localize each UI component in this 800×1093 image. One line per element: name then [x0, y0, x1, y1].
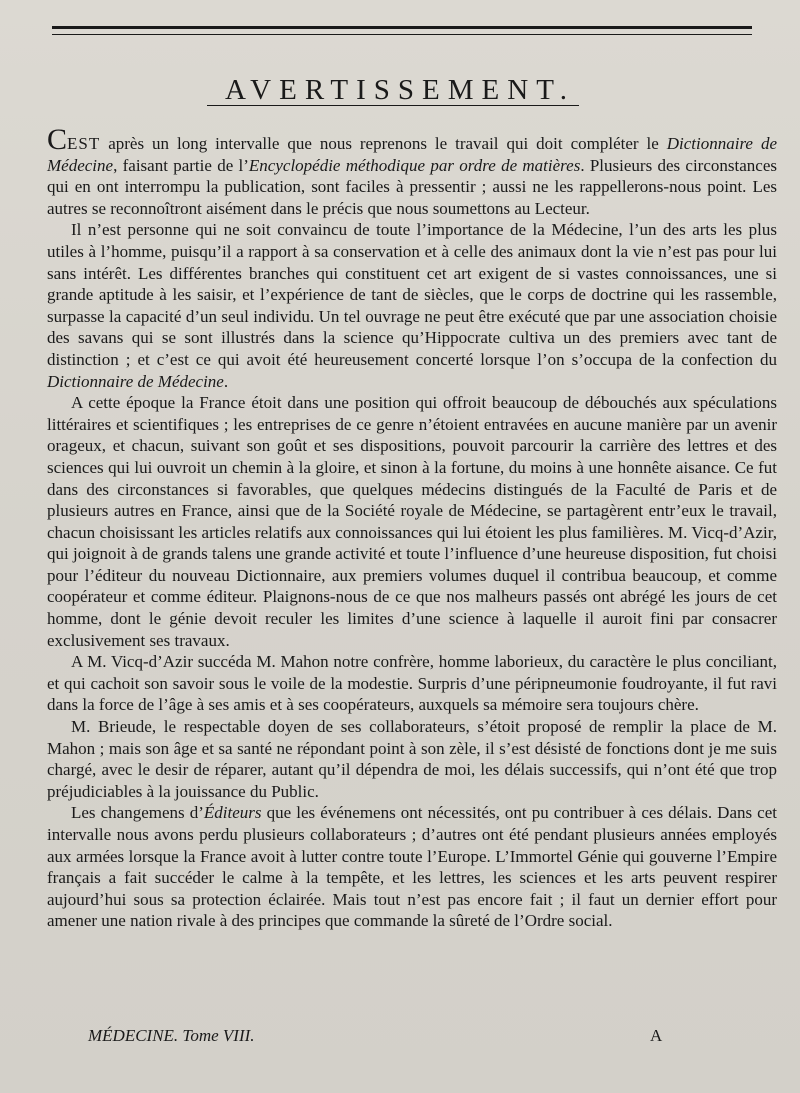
- text-segment: que les événemens ont nécessités, ont pu contribuer à ces délais. Dans cet intervalle nous avons perdu plusieurs collaborateurs ; d’autres ont été pendant plusieurs années employés aux armées lorsque la France avoit à lutter contre toute l’Europe. L’Immortel Génie qui gouverne l’Empire français a fait succéder le calme à la tempête, et les lettres, les sciences et les arts peuvent respirer aujourd’hui sous sa protection éclairée. Mais tout n’est pas encore fait ; il faut un dernier effort pour amener une nation rivale à des principes que commande la sûreté de l’Ordre social.: [47, 803, 778, 931]
- running-footer: MÉDECINE. Tome VIII.: [88, 1026, 255, 1045]
- text-segment: M. Brieude, le respectable doyen de ses collaborateurs, s’étoit proposé de remplir la place de M. Mahon ; mais son âge et sa santé ne répondant point à son zèle, il s’est désisté de fonctions dont je me suis chargé, avec le desir de réparer, autant qu’il dépendra de moi, les délais successifs, qui n’ont été que trop préjudiciables à la jouissance du Public.: [47, 717, 777, 801]
- text-segment: A cette époque la France étoit dans une position qui offroit beaucoup de débouchés aux spéculations littéraires et scientifiques ; les entreprises de ce genre n’étoient entravées en aucune manière par un avenir orageux, et chacun, suivant son goût et ses dispositions, pouvoit parcourir la carrière des lettres et des sciences qui lui ouvroit un chemin à la gloire, et sinon à la fortune, du moins à une honnête aisance. Ce fut dans des circonstances si favorables, que quelques médecins distingués de la Faculté de Paris et de plusieurs autres en France, ainsi que de la Société royale de Médecine, se partagèrent entr’eux le travail, chacun choisissant les articles relatifs aux connoissances qui lui étoient les plus familières. M. Vicq-d’Azir, qui joignoit à de grands talens une grande activité et toute l’influence d’une heureuse disposition, fut choisi pour l’éditeur du nouveau Dictionnaire, aux premiers volumes duquel il contribua beaucoup, et comme coopérateur et comme éditeur. Plaignons-nous de ce que nos malheurs passés ont abrégé les jours de cet homme, dont le génie devoit reculer les limites d’une science à laquelle il auroit fini par consacrer exclusivement ses travaux.: [47, 393, 777, 650]
- text-segment: Les changemens d’: [71, 803, 204, 823]
- italic-title: Encyclopédie méthodique par ordre de matières: [248, 155, 581, 175]
- italic-title: Dictionnaire de Médecine: [47, 134, 777, 175]
- paragraph: [47, 219, 777, 392]
- text-segment: A M. Vicq-d’Azir succéda M. Mahon notre confrère, homme laborieux, du caractère le plus conciliant, et qui cachoit son savoir sous le voile de la modestie. Surpris d’une péripneumonie foudroyante, il fut ravi dans la force de l’âge à ses amis et à ses coopérateurs, auxquels sa mémoire sera toujours chère.: [47, 652, 777, 715]
- signature-mark: A: [650, 1026, 663, 1045]
- header-double-rule: [52, 26, 752, 35]
- title-underline: [207, 105, 579, 106]
- text-segment: , faisant partie de l’: [113, 155, 249, 175]
- lead-word: EST: [67, 134, 101, 153]
- paragraph: [47, 651, 777, 716]
- text-segment: . Plusieurs des circonstances qui en ont interrompu la publication, sont faciles à pressentir ; aussi ne les rappellerons-nous point. Les autres se reconnoîtront aisément dans le précis que nous soumettons au Lecteur.: [47, 155, 777, 218]
- text-segment: après un long intervalle que nous reprenons le travail qui doit compléter le: [100, 134, 667, 153]
- paragraph: [47, 392, 777, 651]
- drop-cap: C: [47, 123, 68, 156]
- italic-title: Dictionnaire de Médecine: [47, 371, 224, 391]
- text-segment: Il n’est personne qui ne soit convaincu de toute l’importance de la Médecine, l’un des arts les plus utiles à l’homme, puisqu’il a rapport à sa conservation et à celle des animaux dont la vie n’est pas pour lui sans intérêt. Les différentes branches qui constituent cet art exigent de si vastes connoissances, une si grande aptitude à les saisir, et l’expérience de tant de siècles, que le corps de doctrine qui les rassemble, surpasse la capacité d’un seul individu. Un tel ouvrage ne peut être exécuté que par une association choisie des savans qui se sont illustrés dans la science qu’Hippocrate cultiva un des premiers avec tant de distinction ; et c’est ce qui avoit été heureusement concerté lorsque l’on s’occupa de la confection du: [47, 220, 777, 369]
- paragraph: [47, 716, 777, 802]
- text-segment: .: [223, 371, 229, 391]
- paragraph: [47, 123, 777, 219]
- body-text: [47, 123, 778, 932]
- italic-title: Éditeurs: [203, 803, 262, 823]
- paragraph: [47, 802, 777, 932]
- page-title: AVERTISSEMENT.: [224, 74, 576, 106]
